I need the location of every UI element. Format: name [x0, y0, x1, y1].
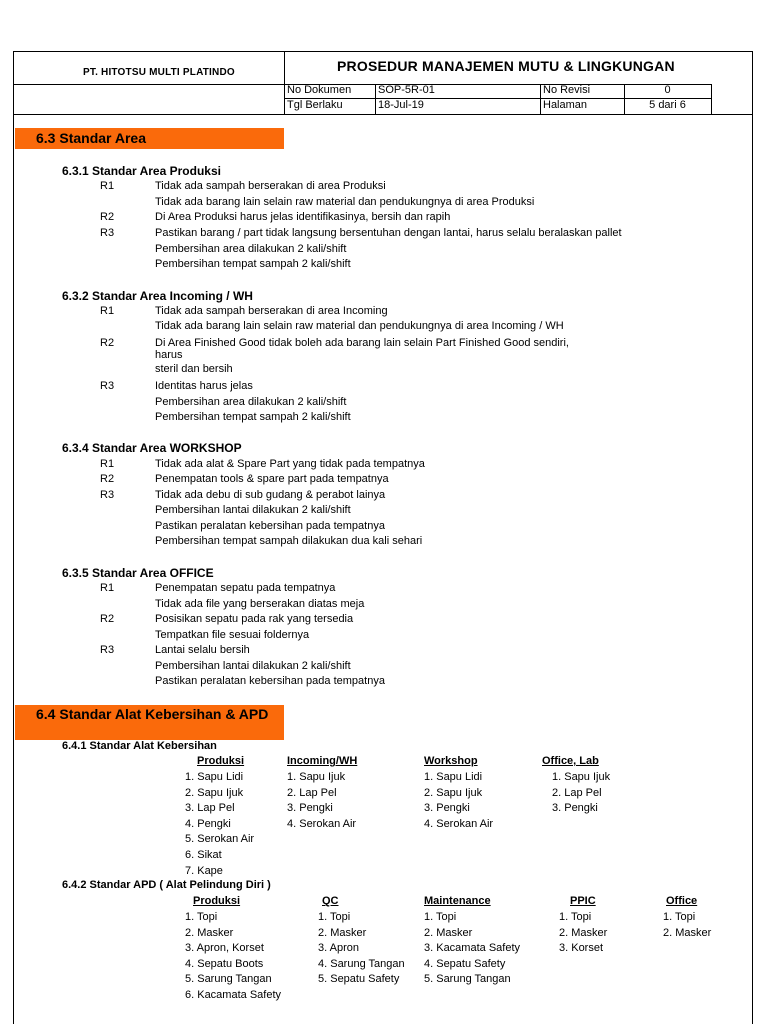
line-text: Tidak ada alat & Spare Part yang tidak pada tempatnya	[155, 458, 425, 470]
line-text: Tidak ada file yang berserakan diatas meja	[155, 598, 365, 610]
no-dokumen-value: SOP-5R-01	[378, 84, 435, 96]
company-name: PT. HITOTSU MULTI PLATINDO	[83, 67, 235, 78]
list-item: 2. Sapu Ijuk	[185, 786, 244, 799]
line-text: Pembersihan tempat sampah dilakukan dua kali sehari	[155, 535, 423, 547]
list-item: 5. Serokan Air	[185, 833, 255, 846]
subsection-6-3-2-title: 6.3.2 Standar Area Incoming / WH	[62, 289, 253, 303]
line-text: Posisikan sepatu pada rak yang tersedia	[155, 613, 354, 625]
line-code: R2	[100, 211, 115, 223]
list-item: 3. Korset	[559, 942, 604, 955]
list-item: 7. Kape	[185, 864, 223, 877]
line-text: Tidak ada sampah berserakan di area Produksi	[155, 180, 386, 192]
list-item: 4. Sepatu Safety	[424, 957, 506, 970]
line-text: Pastikan peralatan kebersihan pada tempatnya	[155, 520, 385, 532]
column-header: Maintenance	[424, 895, 491, 907]
line-text: Pembersihan area dilakukan 2 kali/shift	[155, 243, 347, 255]
line-code: R3	[100, 489, 115, 501]
header-bottom-rule	[13, 114, 753, 115]
subsection-6-3-5-title: 6.3.5 Standar Area OFFICE	[62, 566, 214, 580]
list-item: 1. Topi	[424, 911, 457, 923]
line-text: Pembersihan lantai dilakukan 2 kali/shift	[155, 660, 351, 672]
line-text: Pembersihan tempat sampah 2 kali/shift	[155, 258, 351, 270]
line-text: Identitas harus jelas	[155, 380, 253, 392]
list-item: 4. Sarung Tangan	[318, 957, 405, 970]
section-6-4-title: 6.4 Standar Alat Kebersihan & APD	[36, 706, 269, 722]
column-header: QC	[322, 895, 339, 907]
list-item: 2. Masker	[424, 926, 473, 939]
list-item: 1. Sapu Ijuk	[287, 771, 346, 783]
line-text: Penempatan sepatu pada tempatnya	[155, 582, 336, 594]
subsection-6-4-2-title: 6.4.2 Standar APD ( Alat Pelindung Diri )	[62, 879, 271, 891]
header-rule	[13, 84, 284, 85]
line-text: Pembersihan lantai dilakukan 2 kali/shift	[155, 504, 351, 516]
line-code: R2	[100, 613, 115, 625]
list-item: 2. Masker	[559, 926, 608, 939]
line-code: R3	[100, 380, 115, 392]
line-code: R3	[100, 644, 115, 656]
list-item: 1. Topi	[663, 911, 696, 923]
no-revisi-label: No Revisi	[543, 84, 591, 96]
list-item: 4. Pengki	[185, 817, 231, 830]
line-code: R1	[100, 180, 115, 192]
line-text: Pembersihan tempat sampah 2 kali/shift	[155, 411, 351, 423]
list-item: 3. Apron, Korset	[185, 942, 264, 955]
list-item: 1. Sapu Lidi	[424, 771, 483, 783]
list-item: 5. Sarung Tangan	[424, 973, 511, 986]
column-header: Office, Lab	[542, 755, 599, 767]
column-header: Workshop	[424, 755, 478, 767]
tgl-berlaku-label: Tgl Berlaku	[287, 99, 343, 111]
line-text: harus	[155, 349, 183, 361]
section-6-3-title: 6.3 Standar Area	[36, 130, 146, 146]
list-item: 4. Serokan Air	[287, 817, 357, 830]
list-item: 3. Apron	[318, 942, 359, 955]
header-grid-line	[540, 84, 541, 114]
line-code: R2	[100, 473, 115, 485]
list-item: 2. Masker	[185, 926, 234, 939]
tgl-berlaku-value: 18-Jul-19	[378, 99, 424, 111]
list-item: 6. Kacamata Safety	[185, 989, 281, 1001]
line-text: Lantai selalu bersih	[155, 644, 250, 656]
line-code: R1	[100, 582, 115, 594]
line-code: R1	[100, 305, 115, 317]
list-item: 3. Lap Pel	[185, 802, 235, 815]
line-text: Pastikan barang / part tidak langsung bersentuhan dengan lantai, harus selalu beralaskan pallet	[155, 227, 622, 239]
list-item: 2. Lap Pel	[552, 786, 602, 799]
subsection-6-4-1-title: 6.4.1 Standar Alat Kebersihan	[62, 740, 217, 752]
line-code: R1	[100, 458, 115, 470]
list-item: 4. Sepatu Boots	[185, 957, 264, 970]
subsection-6-3-4-title: 6.3.4 Standar Area WORKSHOP	[62, 441, 242, 455]
list-item: 6. Sikat	[185, 849, 222, 861]
column-header: Incoming/WH	[287, 755, 358, 767]
line-text: Tidak ada sampah berserakan di area Incoming	[155, 305, 388, 317]
halaman-value: 5 dari 6	[649, 99, 686, 111]
list-item: 2. Masker	[318, 926, 367, 939]
list-item: 3. Pengki	[287, 802, 333, 815]
no-dokumen-label: No Dokumen	[287, 84, 352, 96]
subsection-6-3-1-title: 6.3.1 Standar Area Produksi	[62, 164, 221, 178]
column-header: Produksi	[197, 755, 245, 767]
line-text: steril dan bersih	[155, 363, 233, 375]
line-text: Pembersihan area dilakukan 2 kali/shift	[155, 396, 347, 408]
line-text: Pastikan peralatan kebersihan pada tempatnya	[155, 675, 385, 687]
line-text: Di Area Finished Good tidak boleh ada barang lain selain Part Finished Good sendiri,	[155, 337, 569, 349]
line-text: Tempatkan file sesuai foldernya	[155, 629, 310, 641]
list-item: 4. Serokan Air	[424, 817, 494, 830]
list-item: 1. Sapu Ijuk	[552, 771, 611, 783]
halaman-label: Halaman	[543, 99, 588, 111]
list-item: 3. Pengki	[552, 802, 598, 815]
list-item: 1. Topi	[185, 911, 218, 923]
line-text: Tidak ada barang lain selain raw material dan pendukungnya di area Incoming / WH	[155, 320, 564, 332]
column-header: PPIC	[570, 895, 596, 907]
line-code: R2	[100, 337, 115, 349]
header-grid-line	[375, 84, 376, 114]
line-text: Di Area Produksi harus jelas identifikasinya, bersih dan rapih	[155, 211, 451, 223]
header-divider	[284, 51, 285, 114]
line-code: R3	[100, 227, 115, 239]
no-revisi-value: 0	[664, 84, 671, 96]
list-item: 2. Masker	[663, 926, 712, 939]
list-item: 1. Topi	[559, 911, 592, 923]
list-item: 1. Sapu Lidi	[185, 771, 244, 783]
list-item: 2. Sapu Ijuk	[424, 786, 483, 799]
column-header: Office	[666, 895, 698, 907]
line-text: Tidak ada barang lain selain raw material dan pendukungnya di area Produksi	[155, 196, 535, 208]
list-item: 2. Lap Pel	[287, 786, 337, 799]
column-header: Produksi	[193, 895, 241, 907]
line-text: Tidak ada debu di sub gudang & perabot lainya	[155, 489, 386, 501]
list-item: 5. Sepatu Safety	[318, 973, 400, 986]
list-item: 3. Kacamata Safety	[424, 942, 520, 955]
list-item: 1. Topi	[318, 911, 351, 923]
line-text: Penempatan tools & spare part pada tempatnya	[155, 473, 389, 485]
list-item: 5. Sarung Tangan	[185, 973, 272, 986]
list-item: 3. Pengki	[424, 802, 470, 815]
document-title: PROSEDUR MANAJEMEN MUTU & LINGKUNGAN	[337, 58, 675, 74]
header-grid-line	[711, 84, 712, 114]
